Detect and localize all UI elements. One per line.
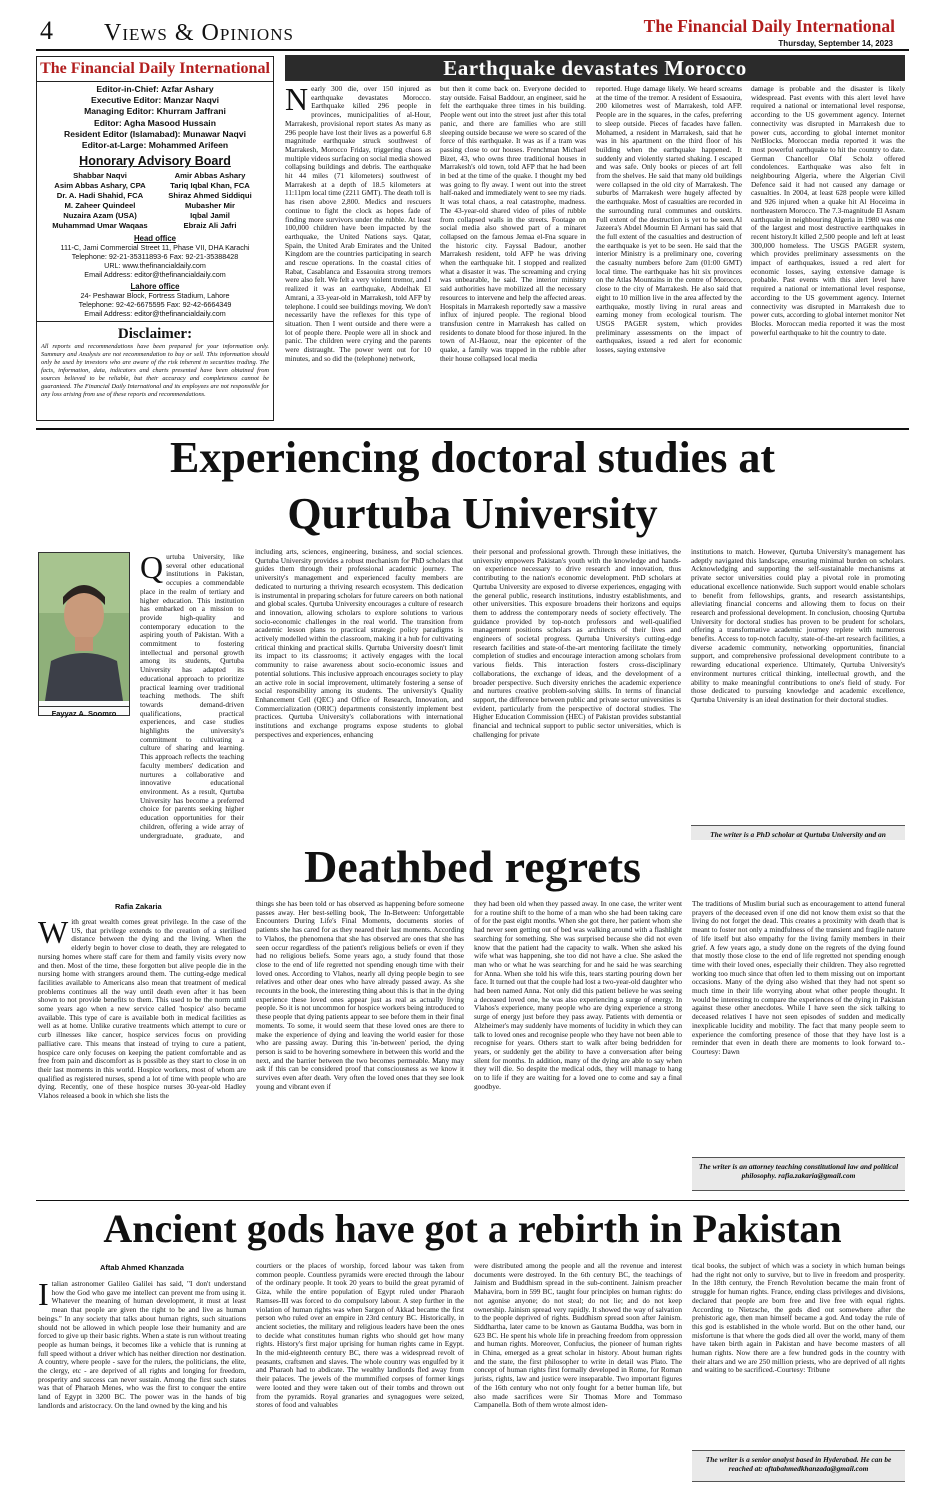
advisory-member: Amir Abbas Ashary bbox=[174, 171, 246, 181]
article1-col1 bbox=[285, 81, 431, 423]
author-caption: Fayyaz A. Soomro bbox=[39, 706, 129, 718]
section-title: Views & Opinions bbox=[104, 20, 294, 46]
advisory-member: Shabbar Naqvi bbox=[73, 171, 127, 181]
article3-text: they had been old when they passed away. In one case, the writer went for a routine shift to the home of a man who she had been taking care of for the past eight months. When she got there, her patient whom she had never seen getting out of bed was walking around with a flashlight searching for something. She was surprised because she did not even know that the patient had the capacity to walk. When she asked his wife what was happening, she too did not have a clue. She asked the man who or what he was searching for and he said he was searching for Anna. When she told his wife this, tears starting pouring down her face. It turned out that the couple had lost a two-year-old daughter who had been named Anna. Not only did this patient believe he was seeing a deceased loved one, he was also experiencing a surge of energy. In Vlahos's experience, many people who are dying experience a strong surge of energy just before they pass away. Patients with dementia or Alzheimer's may suddenly have moments of lucidity in which they can talk to loved ones and recognise people who they have not been able to recognise for years. Others start to walk after being bedridden for years, or suddenly get the ability to have a conversation after being silent for months. In addition, many of the dying are able to say when they will die. So despite the medical odds, they will manage to hang on to life if they are waiting for a loved one to come and say a final goodbye. bbox=[474, 899, 682, 1091]
advisory-member: Muhammad Umar Waqaas bbox=[52, 221, 148, 231]
advisory-member: Mubasher Mir bbox=[185, 201, 235, 211]
editor-line: Executive Editor: Manzar Naqvi bbox=[91, 95, 219, 106]
article4-text: were distributed among the people and all the revenue and interest documents were destroyed. In the 6th century BC, the teachings of Jainism and Buddhism spread in the sub-continent. Jainism preacher Mahavira, born in 599 BC, taught four principles on human rights: do not agonise anyone; do not steal; do not lie; and do not keep ownership. Jainism spread very rapidly. It showed the way of salvation to the people deprived of rights. Buddhism spread soon after Jainism. Siddhartha, later came to be known as Gautama Buddha, was born in 623 BC. He spent his whole life in preaching freedom from oppression and human rights. Moreover, Confucius, the pioneer of human rights in China, emerged as a great scholar in history. About human rights and the state, the first philosopher to write in detail was Plato. The concept of human rights first formally developed in Rome, for Roman jurists, rights, law and justice were inseparable. Two important figures of the 16th century who not only fought for a better human life, but also made sacrifices were Sir Thomas More and Tommaso Campanella. Both of them wrote almost iden- bbox=[474, 1261, 682, 1410]
article3-headline: Deathbed regrets bbox=[36, 840, 909, 894]
head-office-line: 111-C, Jami Commercial Street 11, Phase VII, DHA Karachi bbox=[60, 243, 250, 253]
article4-text: talian astronomer Galileo Galilei has said, "I don't understand how the God who gave me intellect can prevent me from using it. Whatever the meaning of human development, it must at least mean that people are given the right to be and live as human beings." In any society that talks about human rights, such situations should not be allowed in which people lose their humanity and are forced to give up their basic rights. When a state is run without treating people as human beings, it becomes like a vehicle that is running at full speed without a driver which has neither direction nor destination. A country, where people - save for the rulers, the politicians, the elite, the clergy, etc - are deprived of all rights and longing for freedom, prosperity and success can never sustain. Among the first such states was that of Pharaoh Menes, who was the first to conquer the entire land of Egypt in 3200 BC. The power was in the hands of big landlords and aristocracy. On the land owned by the king and his bbox=[38, 1279, 246, 1410]
disclaimer-text: All reports and recommendations have been prepared for your information only. Summary and Analysis are not recommendation to buy or sell. This information should only be used by investors who are aware of the risk inherent in securities trading. The facts, information, data, indicators and charts presented have been obtained from sources believed to be reliable, but their accuracy and completeness cannot be guaranteed. The Financial Daily International and its employees are not responsible for any loss arising from use of these reports and recommendations. bbox=[41, 343, 269, 398]
section-rule bbox=[36, 1200, 909, 1201]
article1-col2 bbox=[440, 85, 586, 423]
masthead-box bbox=[36, 56, 274, 421]
article4-text: tical books, the subject of which was a society in which human beings had the right not only to survive, but to live in freedom and prosperity. In the 18th century, the French Revolution became the main front of struggle for human rights. France, ending class privileges and divisions, declared that people are born free and live free with equal rights. According to Nietzsche, the gods died out somewhere after the prehistoric age, then man himself became a god. And today the rule of this god is established in the whole world. But on the other hand, our misfortune is that where the gods died all over the world, many of them have taken birth again in Pakistan and have become masters of all human rights. Now there are a few hundred gods in the country with their altars and we are 250 million priests, who are deprived of all rights and waiting to be sacrificed.-Courtesy: Tribune bbox=[692, 1261, 905, 1375]
editor-line: Resident Editor (Islamabad): Munawar Naqvi bbox=[64, 128, 246, 139]
article4-col1 bbox=[38, 1276, 246, 1480]
article4-col3 bbox=[474, 1262, 682, 1480]
article3-text: ith great wealth comes great privilege. In the case of the US, that privilege extends to the creation of a sterilised distance between the dying and the living. When the elderly begin to hover close to death, they are relegated to nursing homes where staff care for them and family visits every now and then. Most of the time, these forgotten but alive people die in the nursing home with strangers around them. The cutting-edge medical facilities available to Americans also mean that treatment of medical problems continues all the way until death even after it has been shown to not provide benefits to them. This used to be the norm until some years ago when a new service called 'hospice' also became available. This type of care is available both in medical facilities as well as at home. Unlike curative treatments which attempt to cure or curb illnesses like cancer, hospice services focus on providing palliative care. This means that instead of trying to cure a patient, hospice care only focuses on keeping the patient comfortable and as free from pain and discomfort as is possible as they start to close in on their last moments in this world. Hospice workers, most of whom are qualified as registered nurses, spend a lot of time with people who are dying. Recently, one of these hospice nurses 30-year-old Hadley Vlahos released a book in which she lists the bbox=[38, 917, 246, 1101]
masthead-title: The Financial Daily International bbox=[40, 60, 270, 77]
article2-text: including arts, sciences, engineering, business, and social sciences. Qurtuba University provides a robust mechanism for PhD scholars that guides them through their professional academic journey. The university's management and experienced faculty members are dedicated to nurturing a thriving research ecosystem. This dedication is instrumental in preparing scholars for future careers on both national and global scales. Qurtuba University encourages a culture of research and innovation, allowing scholars to explore solutions to various socio-economic challenges in the real world. The transition from academic lesson plans to practical strategic policy paradigms is actively modelled within the classroom, making it a hub for cultivating critical thinking and practical skills. Qurtuba University doesn't limit its impact to its classrooms; it actively engages with the local community to raise awareness about socio-economic issues and potential solutions. This inclusive approach encourages society to play an active role in social improvement, ultimately fostering a sense of social responsibility among its students. The university's Quality Enhancement Cell (QEC) and Office of Research, Innovation, and Commercialization (ORIC) departments consistently implement best practices. Qurtuba University's collaborations with international institutions and exchange programs expose students to global perspectives and experiences, enhancing bbox=[255, 547, 463, 739]
header-rule bbox=[36, 49, 909, 51]
advisory-member: Shiraz Ahmed Siddiqui bbox=[168, 191, 252, 201]
article4-text: courtiers or the places of worship, forced labour was taken from common people. Countless pyramids were erected through the labour of the ordinary people. It took 20 years to build the great pyramid of Giza, while the entire population of Egypt ruled under Pharaoh Ramses-III was forced to do compulsory labour. A step further in the violation of human rights was when Sargon of Akkad became the first person who ruled over an empire in 23rd century BC. Historically, in ancient societies, the military and religious leaders have been the ones to decide what constitutes human rights who should get how many rights. History's first major uprising for human rights came in Egypt. In the mid-eighteenth century BC, there was a widespread revolt of peasants, craftsmen and slaves. The whole country was engulfed by it and Pharaoh had to abdicate. The wealthy landlords fled away from their palaces. The jewels of the mummified corpses of former kings were looted and they were taken out of their tombs and thrown out from the pyramids. Royal granaries and synagogues were seized, stores of food and valuables bbox=[256, 1261, 464, 1410]
page-number: 4 bbox=[40, 16, 53, 45]
article2-col2 bbox=[255, 548, 463, 873]
article3-byline: Rafia Zakaria bbox=[115, 902, 162, 911]
author-portrait-icon bbox=[39, 553, 129, 701]
article1-col3 bbox=[596, 85, 742, 423]
article2-dropcap: Q bbox=[140, 549, 164, 585]
article2-headline-line2: Qurtuba University bbox=[287, 489, 658, 538]
advisory-member: Nuzaira Azam (USA) bbox=[63, 211, 137, 221]
article3-col4 bbox=[692, 900, 905, 1150]
advisory-member: Asim Abbas Ashary, CPA bbox=[54, 181, 146, 191]
advisory-member: Ebraiz Ali Jafri bbox=[183, 221, 237, 231]
author-photo bbox=[38, 552, 130, 716]
article2-headline-line1: Experiencing doctoral studies at bbox=[170, 433, 775, 482]
article2-text: urtuba University, like several other educational institutions in Pakistan, occupies a commendable place in the realm of tertiary and higher education. This institution has embarked on a mission to provide high-quality and contemporary education to the aspiring youth of Pakistan. With a commitment to fostering intellectual and personal growth among its students, Qurtuba University has adapted its educational approach to prioritize practical learning over traditional teaching methods. The shift towards demand-driven qualifications, practical experiences, and case studies highlights the university's commitment to cultivating a culture of sharing and learning. This approach reflects the teaching faculty members' dedication and nurtures a collaborative and innovative educational environment. As a result, Qurtuba University has become a preferred choice for parents seeking higher education opportunities for their children, offering a wide array of undergraduate, graduate, and bbox=[140, 552, 244, 840]
article3-col2 bbox=[256, 900, 464, 1190]
header-date: Thursday, September 14, 2023 bbox=[778, 39, 893, 48]
head-office-title: Head office bbox=[133, 234, 177, 244]
editor-line: Editor: Agha Masood Hussain bbox=[94, 117, 216, 128]
article2-text: institutions to match. However, Qurtuba University's management has adeptly navigated this landscape, ensuring minimal burden on scholars. Acknowledging and supporting the self-sustainable mechanisms at private sector universities could play a pivotal role in promoting educational excellence nationwide. Such support would enable scholars to benefit from fellowships, grants, and research assistantships, alleviating financial concerns and allowing them to focus on their research and professional development. In conclusion, choosing Qurtuba University for doctoral studies has proven to be prudent for scholars, offering a transformative academic journey replete with numerous benefits. Access to top-notch faculty, state-of-the-art research facilities, a diverse academic community, networking opportunities, financial support, and comprehensive professional development contribute to a rewarding educational experience. Ultimately, Qurtuba University's environment nurtures critical thinking, intellectual growth, and the ability to make meaningful contributions to one's field of study. For those dedicated to pursuing knowledge and academic excellence, Qurtuba University is an ideal destination for their doctoral studies. bbox=[691, 547, 905, 704]
article1-dropcap: N bbox=[285, 81, 309, 117]
article1-headline: Earthquake devastates Morocco bbox=[443, 56, 747, 80]
advisory-member: Iqbal Jamil bbox=[190, 211, 230, 221]
advisory-member: M. Zaheer Quindeel bbox=[64, 201, 136, 211]
article1-text: reported. Huge damage likely. We heard screams at the time of the tremor. A resident of Essaouira, 200 kilometres west of Marrakesh, told AFP. People are in the squares, in the cafes, preferring to sleep outside. Pieces of facades have fallen. Mohamed, a resident in Marrakesh, said that he was in his apartment on the third floor of his building when the earthquake happened. It suddenly and violently started shaking. I escaped and was safe. Only books or pieces of art fell from the shelves. He said that many old buildings were collapsed in the old city of Marrakesh. The suburbs of Marrakesh were hugely affected by the earthquake. Most of casualties are recorded in the surrounding rural communes and outskirts. Full extent of the destruction is yet to be seen.Al Jazeera's Abdel Moumin El Armani has said that the full extent of the casualties and destruction of the earthquake is yet to be seen. He said that the interior Ministry is a preliminary one, covering the casualty numbers before 2am (01:00 GMT) local time. The earthquake has hit six provinces on the Atlas Mountains in the centre of Morocco, close to the city of Marrakesh. He also said that eight to 10 million live in the area affected by the earthquake, mostly living in rural areas and earning money from ecological tourism. The USGS PAGER system, which provides preliminary assessments on the impact of earthquakes, issued a red alert for economic losses, saying extensive bbox=[596, 84, 742, 355]
article4-col4 bbox=[692, 1262, 905, 1446]
article3-dropcap: W bbox=[38, 914, 69, 950]
header-paper-name: The Financial Daily International bbox=[643, 16, 895, 36]
article4-col2 bbox=[256, 1262, 464, 1480]
editor-line: Managing Editor: Khurram Jaffrani bbox=[84, 106, 226, 117]
article3-col1 bbox=[38, 914, 246, 1190]
article2-col3 bbox=[473, 548, 681, 873]
article1-text: but then it come back on. Everyone decided to stay outside. Faisal Baddour, an engineer, said he felt the earthquake three times in his building. People went out into the street just after this total panic, and there are families who are still sleeping outside because we were so scared of the force of this earthquake. It was as if a tram was passing close to our houses. Frenchman Michael Bizet, 43, who owns three traditional houses in Marrakesh's old town, told AFP that he had been in bed at the time of the quake. I thought my bed was going to fly away. I went out into the street half-naked and immediately went to see my riads. It was total chaos, a real catastrophe, madness. The 43-year-old shared video of piles of rubble from collapsed walls in the streets. Footage on social media also showed part of a minaret collapsed on the famous Jemaa el-Fna square in the historic city. Fayssal Badour, another Marrakesh resident, told AFP he was driving when the earthquake hit. I stopped and realized what a disaster it was. The screaming and crying was unbearable, he said. The interior ministry said authorities have mobilized all the necessary resources to intervene and help the affected areas. Hospitals in Marrakesh reportedly saw a massive influx of injured people. The regional blood transfusion centre in Marrakesh has called on residents to donate blood for those injured. In the town of Al-Haouz, near the epicenter of the quake, a family was trapped in the rubble after their house collapsed local media bbox=[440, 84, 586, 363]
advisory-member: Dr. A. Hadi Shahid, FCA bbox=[56, 191, 144, 201]
lahore-office-line: Email Address: editor@thefinancialdaily.com bbox=[84, 309, 226, 319]
article2-col4 bbox=[691, 548, 905, 803]
section-rule bbox=[36, 428, 909, 430]
article1-col4 bbox=[751, 85, 905, 423]
lahore-office-line: Telephone: 92-42-6675595 Fax: 92-42-6664349 bbox=[78, 300, 232, 310]
lahore-office-title: Lahore office bbox=[130, 282, 180, 292]
head-office-line: URL: www.thefinancialdaily.com bbox=[104, 261, 206, 271]
article3-text: things she has been told or has observed as happening before someone passes away. Her best-selling book, The In-Between: Unforgettable Encounters During Life's Final Moments, documents stories of patients she has cared for as they neared their last moments. According to Vlahos, the phenomena that she has observed are ones that she has seen occur regardless of the patient's religious beliefs or even if they had no religious beliefs. Some years ago, a study found that those close to the end of life regretted not spending enough time with their loved ones. According to Vlahos, nearly all dying people begin to see relatives and other dear ones who have already passed away. As she recounts in the book, the interesting thing about this is that in the dying experience these loved ones appear just as real as actually living people. So it is not uncommon for hospice workers being introduced to these people that dying patients appear to see before them in their final moments. To some, it would seem that these loved ones are there to make the experience of dying and leaving the world easier for those who are passing away. During this 'in-between' period, the dying person is said to be hovering somewhere in between this world and the next, and the barrier between the two becomes permeable. Many may ask if this can be considered proof that consciousness as we know it survives even after death. Very often the loved ones that they see look young and vibrant even if bbox=[256, 899, 464, 1091]
article1-text: damage is probable and the disaster is likely widespread. Past events with this alert level have required a national or international level response, according to the US government agency. Internet connectivity was disrupted in Marrakesh due to power cuts, according to global internet monitor NetBlocks. Moroccan media reported it was the most powerful earthquake to hit the country to date. German Chancellor Olaf Scholz offered condolences. Earthquake was also felt in neighbouring Algeria, where the Algerian Civil Defence said it had not caused any damage or casualties. In 2004, at least 628 people were killed and 926 injured when a quake hit Al Hoceima in northeastern Morocco. The 7.3-magnitude El Asnam earthquake in neighbouring Algeria in 1980 was one of the largest and most destructive earthquakes in recent history.It killed 2,500 people and left at least 300,000 homeless. The USGS PAGER system, which provides preliminary assessments on the impact of earthquakes, issued a red alert for economic losses, saying extensive damage is probable. Past events with this alert level have required a national or international level response, according to the US government agency. Internet connectivity was disrupted in Marrakesh due to power cuts, according to global internet monitor Net Blocks. Moroccan media reported it was the most powerful earthquake to hit the country to date. bbox=[751, 84, 905, 337]
article4-byline: Aftab Ahmed Khanzada bbox=[100, 1263, 184, 1272]
advisory-col-left bbox=[45, 171, 155, 231]
article4-author-note: The writer is a senior analyst based in Hyderabad. He can be reached at: aftabahmedkhanzada@gmail.com bbox=[692, 1450, 905, 1482]
article2-col1 bbox=[140, 549, 244, 840]
advisory-member: Tariq Iqbal Khan, FCA bbox=[170, 181, 250, 191]
advisory-board-list bbox=[37, 168, 273, 231]
article3-text: The traditions of Muslim burial such as encouragement to attend funeral prayers of the deceased even if one did not know them exist so that the living do not forget the dead. This creates a proximity with death that is meant to foster not only a mindfulness of the transient and fragile nature of life itself but also empathy for the living family members in their grief. A few years ago, a study done on the regrets of the dying found that mostly those close to the end of life regretted not spending enough time with their loved ones, especially their children. They also regretted working too much since that often led to them missing out on important occasions. Many of the dying also wished that they had not spent so much time in their life worrying about what other people thought. It would be interesting to compare the experiences of the dying in Pakistan against these other anecdotes. While I have seen the sick talking to deceased relatives I have not seen episodes of sudden and medically inexplicable lucidity and mobility. The fact that many people seem to experience the comforting presence of those that they have lost is a reminder that even in death there are moments to look forward to.-Courtesy: Dawn bbox=[692, 899, 905, 1056]
article2-author-note: The writer is a PhD scholar at Qurtuba University and an bbox=[691, 825, 905, 871]
editor-line: Editor-at-Large: Mohammed Arifeen bbox=[81, 140, 229, 151]
disclaimer-title: Disclaimer: bbox=[117, 326, 193, 343]
article3-col3 bbox=[474, 900, 682, 1190]
article2-text: their personal and professional growth. Through these initiatives, the university empowers Pakistan's youth with the knowledge and hands-on experience necessary to drive research and innovation, thus contributing to the nation's economic development. PhD scholars at Qurtuba University are exposed to diverse experiences, engaging with the general public, research institutions, industry establishments, and other universities. This exposure broadens their horizons and equips them to address the contemporary needs of society effectively. The guidance provided by top-notch professors and well-qualified management positions scholars as architects of their lives and engineers of societal progress. Qurtuba University's cutting-edge research facilities and state-of-the-art mentoring facilitate the timely completion of studies and encourage interaction among scholars from various fields. This interaction fosters cross-disciplinary collaborations, the exchange of ideas, and the development of a broader perspective. Such diversity enriches the academic experience and nurtures creative problem-solving skills. In terms of financial support, the difference between public and private sector universities is evident, particularly from the perspective of doctoral studies. The Higher Education Commission (HEC) of Pakistan provides substantial financial and technical support to public sector universities, which is challenging for private bbox=[473, 547, 681, 739]
advisory-col-right bbox=[155, 171, 265, 231]
article1-text: early 300 die, over 150 injured as earthquake devastates Morocco. Earthquake killed 296 people in provinces, municipalities of al-Hour, Marrakesh, provisional report states As many as 296 people have lost their lives as a powerful 6.8 magnitude earthquake struck southwest of Marrakesh, Morocco Friday, triggering chaos as multiple videos surfacing on social media showed collapsing buildings and debris. The earthquake hit 44 miles (71 kilometers) southwest of Marrakesh at a depth of 18.5 kilometers at 11:11pm local time (2211 GMT). The death toll is has risen above 2,800. Medics and rescuers continue to fight the clock as hopes fade of finding more survivors under the rubble. At least 100,000 children have been impacted by the earthquake, the United Nations says. Qatar, Spain, the United Arab Emirates and the United Kingdom are the countries participating in search and rescue operations. In the coastal cities of Rabat, Casablanca and Essaouira strong tremors were also felt. We felt a very violent tremor, and I realized it was an earthquake, Abdelhak El Amrani, a 33-year-old in Marrakesh, told AFP by telephone. I could see buildings moving. We don't necessarily have the reflexes for this type of situation. Then I went outside and there were a lot of people there. People were all in shock and panic. The children were crying and the parents were distraught. The power went out for 10 minutes, and so did the (telephone) network, bbox=[285, 84, 431, 363]
head-office-line: Email Address: editor@thefinancialdaily.com bbox=[84, 270, 226, 280]
advisory-board-title: Honorary Advisory Board bbox=[79, 154, 231, 169]
article4-dropcap: I bbox=[38, 1276, 49, 1312]
article4-headline: Ancient gods have got a rebirth in Pakistan bbox=[103, 1206, 842, 1251]
head-office-line: Telephone: 92-21-35311893-6 Fax: 92-21-35388428 bbox=[71, 252, 239, 262]
article3-author-note: The writer is an attorney teaching constitutional law and political philosophy. rafia.zakaria@gmail.com bbox=[692, 1157, 905, 1191]
editor-line: Editor-in-Chief: Azfar Ashary bbox=[96, 84, 214, 94]
lahore-office-line: 24- Peshawar Block, Fortress Stadium, Lahore bbox=[80, 291, 230, 301]
